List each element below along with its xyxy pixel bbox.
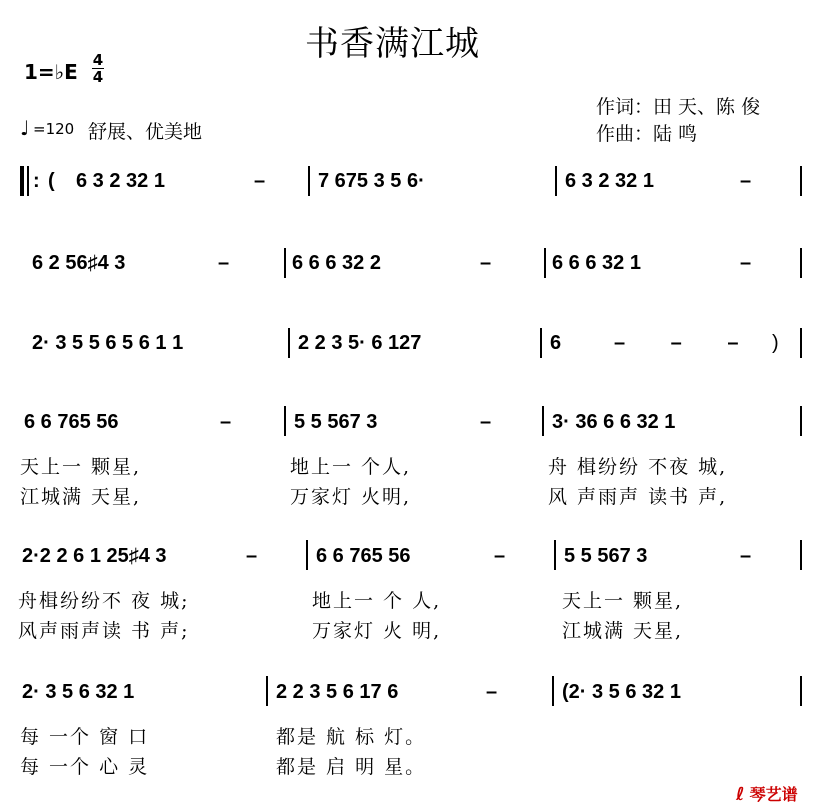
repeat-dots: : (33, 170, 40, 192)
lyricist-credit: 作词：田 天、陈 俊 (596, 96, 761, 118)
time-signature (92, 52, 104, 85)
lyric-verse-2: 万家灯 火明, (290, 486, 412, 508)
lyric-verse-1: 天上一 颗星, (562, 590, 684, 612)
note-group: 2 2 3 5 6 17 6 (276, 681, 399, 703)
dash-note: – (480, 411, 492, 433)
note-group: 5 5 567 3 (564, 545, 648, 567)
barline (800, 676, 802, 706)
close-paren: ) (772, 332, 779, 354)
dash-note: – (740, 545, 752, 567)
lyric-verse-2: 江城满 天星, (20, 486, 142, 508)
lyric-verse-2: 风声雨声读 书 声; (18, 620, 190, 642)
note-group: 6 3 2 32 1 (76, 170, 165, 192)
note-group: 6 2 56♯4 3 (32, 252, 126, 274)
tempo-marking: =120 (33, 120, 75, 138)
barline (542, 406, 544, 436)
dash-note: – (494, 545, 506, 567)
dash-notes: – – – (614, 332, 739, 354)
composer-credit: 作曲：陆 鸣 (596, 123, 698, 145)
dash-note: – (740, 252, 752, 274)
barline (308, 166, 310, 196)
barline (288, 328, 290, 358)
watermark (736, 782, 798, 805)
watermark-logo-icon: ℓ (736, 784, 745, 805)
lyric-verse-2: 风 声雨声 读书 声, (548, 486, 728, 508)
barline (544, 248, 546, 278)
lyric-verse-2: 都是 启 明 星。 (276, 756, 427, 778)
note-group: (2· 3 5 6 32 1 (562, 681, 681, 703)
lyric-verse-1: 天上一 颗星, (20, 456, 142, 478)
quarter-note-icon: ♩ (20, 116, 30, 140)
note-group: ( (48, 170, 55, 192)
note-group: 7 675 3 5 6· (318, 170, 425, 192)
barline (800, 166, 802, 196)
lyric-verse-2: 江城满 天星, (562, 620, 684, 642)
lyric-verse-2: 每 一个 心 灵 (20, 756, 150, 778)
note-group: 3· 36 6 6 32 1 (552, 411, 676, 433)
lyric-verse-1: 地上一 个 人, (312, 590, 442, 612)
dash-note: – (220, 411, 232, 433)
repeat-start-barline (20, 166, 24, 196)
dash-note: – (486, 681, 498, 703)
note-group: 6 (550, 332, 562, 354)
barline (266, 676, 268, 706)
dash-note: – (218, 252, 230, 274)
time-signature-bottom: 4 (92, 68, 104, 86)
note-group: 2· 3 5 6 32 1 (22, 681, 135, 703)
note-group: 6 6 765 56 (24, 411, 119, 433)
barline (284, 248, 286, 278)
key-signature: 1=♭E (24, 60, 78, 84)
note-group: 2·2 2 6 1 25♯4 3 (22, 545, 167, 567)
dash-note: – (740, 170, 752, 192)
note-group: 6 3 2 32 1 (565, 170, 654, 192)
lyric-verse-1: 地上一 个人, (290, 456, 412, 478)
barline (306, 540, 308, 570)
note-group: 6 6 765 56 (316, 545, 411, 567)
note-group: 2· 3 5 5 6 5 6 1 1 (32, 332, 184, 354)
note-group: 6 6 6 32 2 (292, 252, 381, 274)
lyric-verse-1: 每 一个 窗 口 (20, 726, 150, 748)
barline (800, 328, 802, 358)
song-title: 书香满江城 (305, 24, 480, 64)
barline (800, 540, 802, 570)
note-group: 5 5 567 3 (294, 411, 378, 433)
note-group: 6 6 6 32 1 (552, 252, 641, 274)
lyric-verse-1: 舟 楫纷纷 不夜 城, (548, 456, 728, 478)
barline (284, 406, 286, 436)
lyric-verse-1: 舟楫纷纷不 夜 城; (18, 590, 190, 612)
dash-note: – (246, 545, 258, 567)
barline (800, 406, 802, 436)
barline (554, 540, 556, 570)
barline (800, 248, 802, 278)
watermark-text: 琴艺谱 (749, 785, 798, 804)
lyric-verse-2: 万家灯 火 明, (312, 620, 442, 642)
time-signature-top: 4 (92, 51, 104, 69)
barline (552, 676, 554, 706)
dash-note: – (480, 252, 492, 274)
lyric-verse-1: 都是 航 标 灯。 (276, 726, 427, 748)
barline (27, 166, 29, 196)
dash-note: – (254, 170, 266, 192)
expression-marking: 舒展、优美地 (88, 121, 203, 143)
note-group: 2 2 3 5· 6 127 (298, 332, 422, 354)
barline (540, 328, 542, 358)
barline (555, 166, 557, 196)
